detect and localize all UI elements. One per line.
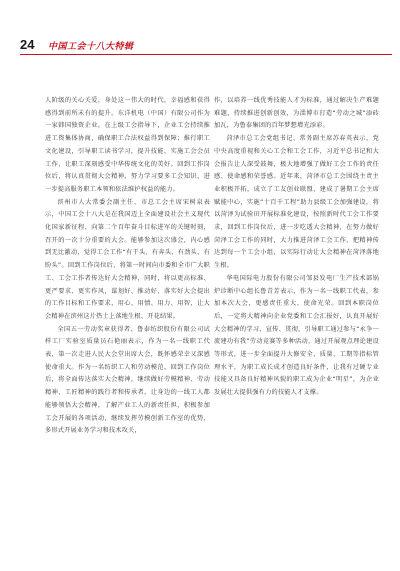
article-column-right	[214, 95, 379, 400]
article-paragraph: 人阶级的关心关爱，身处这一伟大的时代，幸福感和获得感得到前所未有的提升。东洋机电（中国）有限公司作为一家韩国独资企业，在上级工会指导下，企业工会持续推进工资集体协商，确保职工合法权益得到保障；推行职工文化建设，引导职工读书学习，提升技能，实施工会会员工作，让职工深刻感受中华传统文化的美好。回到工作岗位后，将认真贯彻大会精神，努力学习要多工会知识，进一步提高服务职工本领和依法维护权益的能力。	[45, 97, 210, 193]
article-column-left	[45, 95, 210, 438]
publication-title: 中国工会十八大特辑	[48, 42, 134, 52]
article-paragraph: 菏泽市总工会党组书记、常务副主席苏春英表示，党中央高度重视和关心工会和工会工作，习近平总书记和大会报告让人深受鼓舞，极大地增强了做好工会工作的责任感、使命感和荣誉感。近年来，菏泽市总工会围绕主责主业积极开拓，成立了工友创业联盟，建成了暑期工会主席赋能中心，实施“十百千工程”助力县级工会加强建设，将以菏泽为试验田开展标准化建设，按照新时代工会工作要求，回到工作岗位后，进一步吃透大会精神，在努力做好菏泽工会工作的同时，大力推进菏泽工会工作，把精神传达到每一个工会小组，以实际行动让大会精神在菏泽落地生根。	[214, 135, 379, 270]
header-rule	[20, 54, 392, 55]
article-paragraph: 滨州市人大常委会副主任、市总工会主席宋树泉表示，中国工会十八大是在我国迈上全面建设社会主义现代化国家新征程、向第二个百年奋斗目标进军的关键时刻，召开的一次十分重要的大会。能够参加这次盛会，内心感到无比激动，觉得工会工作“有干头、有奔头、有劲头、有盼头”。回到工作岗位后，将第一时间向市委和全市广大职工、工会工作者传达好大会精神，同时，将以更高标准、更严要求、更实作风，谋划好、推动好、落实好大会提出的工作目标和工作要求，用心、用情、用力、用智，让大会精神在滨州这片热土上落地生根、开花结果。	[45, 198, 210, 320]
article-paragraph: 全国五一劳动奖章获得者、鲁泰纺织股份有限公司试样工厂实验室质量员石艳丽表示，作为一名一线职工代表，第一次走进人民大会堂出席大会，既怀感荣幸又深感使命重大。作为一名纺织工人和劳动模范，回到工作岗位后，将全面传达落实大会精神，继续做好劳模精神、劳动精神、工匠精神的践行者和传承者，让身边的一线工人都能够领悟大会精神，了解产业工人的新责任担，积极参加工会开展的各项活动，继续发挥劳模创新工作室的优势，多形式开展业务学习和技术攻关，	[45, 325, 210, 435]
page-number: 24	[20, 37, 35, 52]
page-header	[20, 37, 392, 53]
article-paragraph: 华电国际电力股份有限公司邹县发电厂生产技术部锅炉诊断中心组长鲁青芳表示，作为一名一线职工代表，参加本次大会，更感责任重大、使命光荣。回到本职岗位后，一定将大精神向企业党委和工会汇报好，认真开展好大会精神的学习、宣传、贯彻，引导职工通过参与“永争一流建功有我”劳动竞赛等多种活动，通过开展观点理论建设等形式，进一步全面提升大修安全、质量、工期等指标管理水平，为职工成长成才创造良好条件，让我有过硬专业技能又具备良好精神风貌的职工成为企业“明星”，为企业发展壮大提供强有力的技能人才支撑。	[214, 274, 379, 397]
article-paragraph: 作，以培养一线优秀技能人才为标准，通过解决生产难题难题，持续推进创新创效，为淄博市打造“劳动之城”添砖加瓦，为鲁泰集团的百年梦想增光添彩。	[214, 97, 379, 130]
